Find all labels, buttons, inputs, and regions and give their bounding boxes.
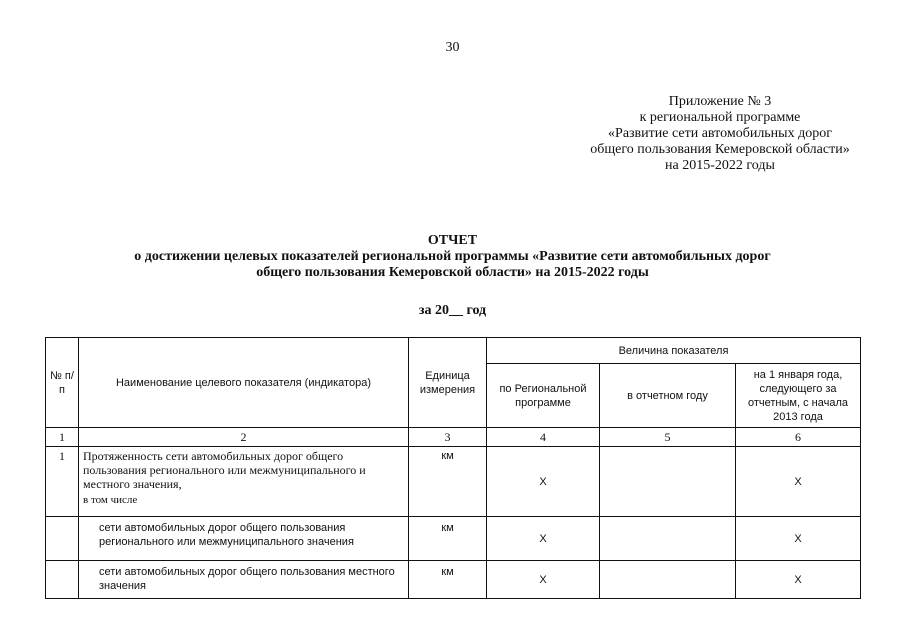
appendix-line: общего пользования Кемеровской области» [590, 142, 850, 157]
column-number: 4 [487, 428, 600, 447]
row-unit: км [409, 561, 487, 599]
report-heading [0, 233, 905, 281]
column-number: 3 [409, 428, 487, 447]
row-value-program: Х [487, 561, 600, 599]
appendix-line: Приложение № 3 [668, 94, 772, 109]
row-num: 1 [46, 447, 79, 517]
report-subtitle-line: общего пользования Кемеровской области» на 2015-2022 годы [256, 265, 649, 280]
appendix-line: на 2015-2022 годы [665, 158, 775, 173]
row-value-program: Х [487, 447, 600, 517]
row-unit: км [409, 447, 487, 517]
row-value-january: Х [736, 561, 861, 599]
header-value-group: Величина показателя [487, 338, 861, 364]
header-indicator-name: Наименование целевого показателя (индикатора) [79, 338, 409, 428]
header-value-january: на 1 января года, следующего за отчетным, с начала 2013 года [736, 364, 861, 428]
row-value-year [600, 447, 736, 517]
column-number: 2 [79, 428, 409, 447]
row-value-program: Х [487, 517, 600, 561]
page-number: 30 [445, 40, 460, 55]
row-indicator-text: Протяженность сети автомобильных дорог общего пользования регионального или межмуниципального и местного значения, [83, 449, 366, 491]
table-header-row [46, 338, 861, 364]
report-title: ОТЧЕТ [427, 233, 478, 248]
row-indicator-name [79, 447, 409, 517]
header-value-program: по Региональной программе [487, 364, 600, 428]
indicators-table [45, 337, 861, 599]
row-value-year [600, 561, 736, 599]
row-unit: км [409, 517, 487, 561]
column-number: 5 [600, 428, 736, 447]
header-value-year: в отчетном году [600, 364, 736, 428]
row-indicator-name: сети автомобильных дорог общего пользования местного значения [79, 561, 409, 599]
report-period: за 20__ год [418, 303, 487, 318]
column-number-row [46, 428, 861, 447]
column-number: 1 [46, 428, 79, 447]
table-row [46, 561, 861, 599]
row-value-year [600, 517, 736, 561]
table-row [46, 447, 861, 517]
row-indicator-name: сети автомобильных дорог общего пользования регионального или межмуниципального значения [79, 517, 409, 561]
row-indicator-extra: в том числе [83, 494, 138, 506]
appendix-block [560, 94, 880, 174]
header-num: № п/п [46, 338, 79, 428]
header-unit: Единица измерения [409, 338, 487, 428]
row-value-january: Х [736, 517, 861, 561]
report-subtitle-line: о достижении целевых показателей региональной программы «Развитие сети автомобильных дорог [134, 249, 771, 264]
column-number: 6 [736, 428, 861, 447]
row-value-january: Х [736, 447, 861, 517]
row-num [46, 561, 79, 599]
appendix-line: «Развитие сети автомобильных дорог [608, 126, 832, 141]
table-row [46, 517, 861, 561]
appendix-line: к региональной программе [639, 110, 801, 125]
row-num [46, 517, 79, 561]
